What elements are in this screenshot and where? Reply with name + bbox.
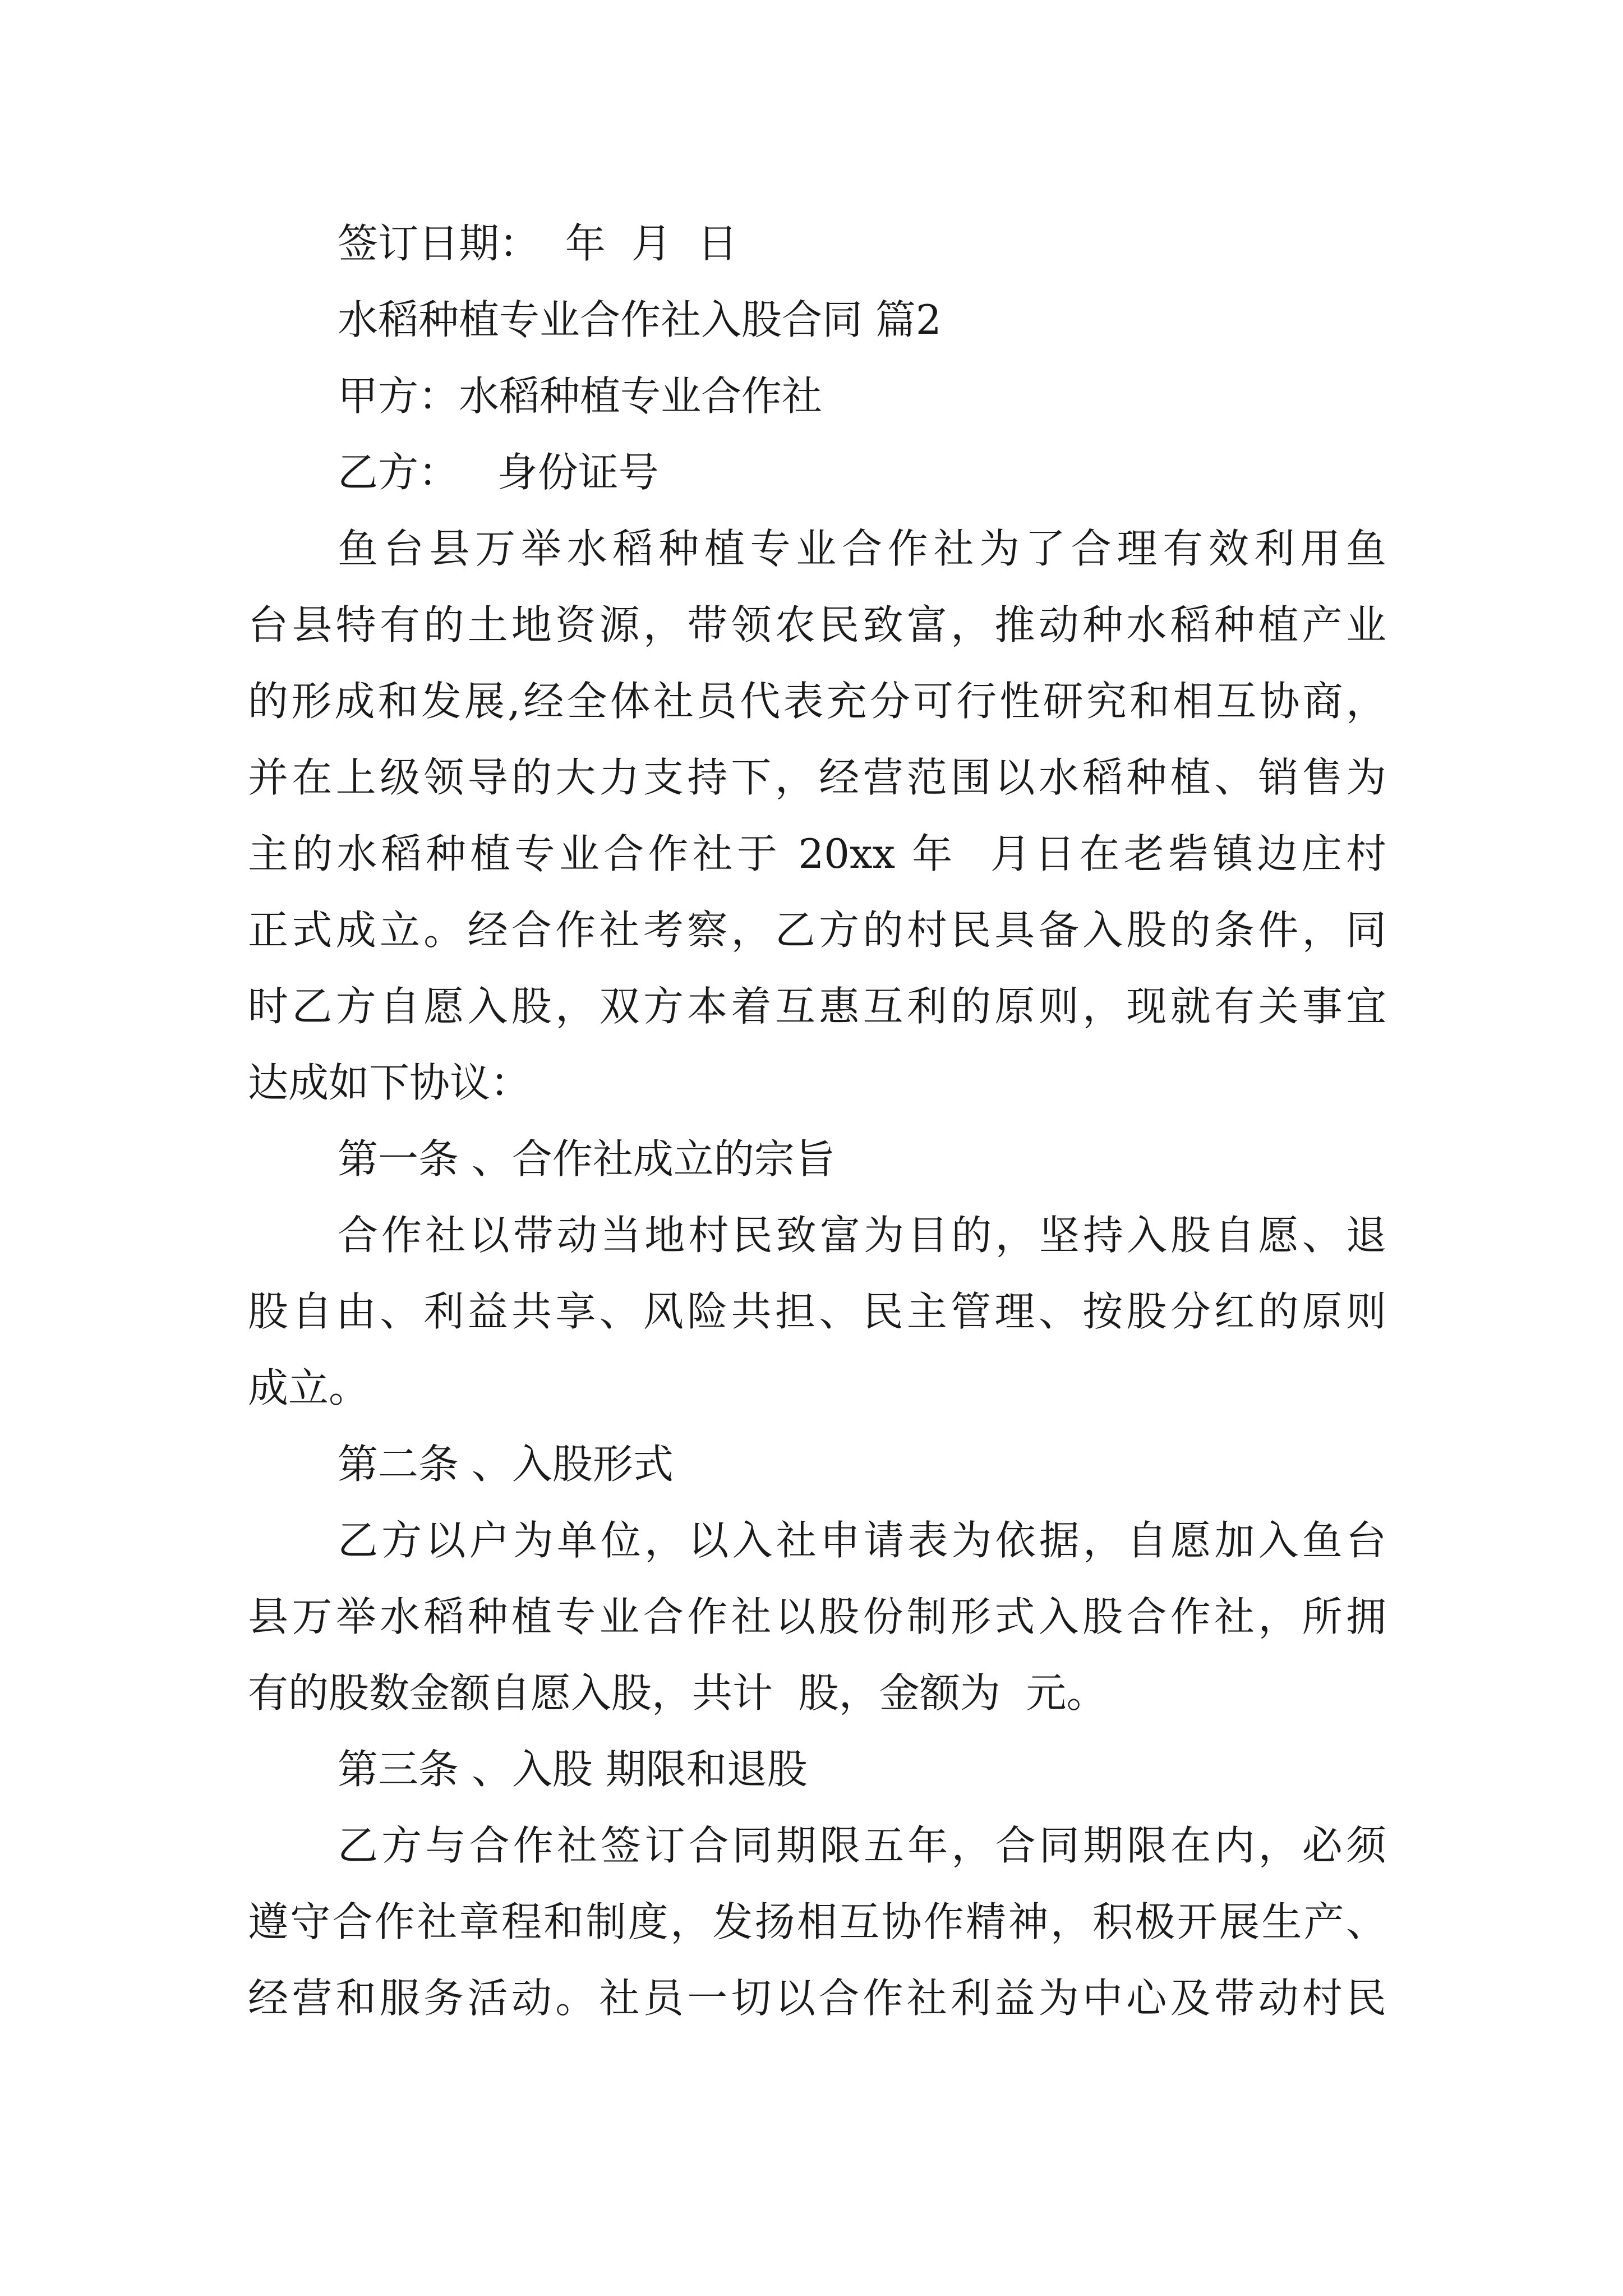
intro-paragraph-line-4: 并在上级领导的大力支持下，经营范围以水稻种植、销售为: [248, 754, 1386, 801]
article-2-line-3: 有的股数金额自愿入股，共计 股，金额为 元。: [248, 1669, 1107, 1717]
article-3-line-2: 遵守合作社章程和制度，发扬相互协作精神，积极开展生产、: [248, 1898, 1386, 1945]
intro-paragraph-line-5: 主的水稻种植专业合作社于 20xx 年 月日在老砦镇边庄村: [248, 830, 1386, 877]
article-3-line-3: 经营和服务活动。社员一切以合作社利益为中心及带动村民: [248, 1975, 1386, 2022]
article-1-line-3: 成立。: [248, 1364, 370, 1411]
article-1-line-2: 股自由、利益共享、风险共担、民主管理、按股分红的原则: [248, 1288, 1386, 1335]
party-a-line: 甲方：水稻种植专业合作社: [338, 372, 823, 420]
intro-paragraph-line-7: 时乙方自愿入股，双方本着互惠互利的原则，现就有关事宜: [248, 983, 1386, 1030]
article-3-heading: 第三条 、入股 期限和退股: [338, 1746, 808, 1793]
article-1-line-1: 合作社以带动当地村民致富为目的，坚持入股自愿、退: [338, 1212, 1386, 1259]
intro-paragraph-line-3: 的形成和发展,经全体社员代表充分可行性研究和相互协商，: [248, 678, 1386, 725]
article-2-line-2: 县万举水稻种植专业合作社以股份制形式入股合作社，所拥: [248, 1593, 1386, 1640]
article-2-line-1: 乙方以户为单位，以入社申请表为依据，自愿加入鱼台: [338, 1517, 1386, 1564]
intro-paragraph-line-2: 台县特有的土地资源，带领农民致富，推动种水稻种植产业: [248, 601, 1386, 648]
intro-paragraph-line-8: 达成如下协议：: [248, 1059, 531, 1106]
intro-paragraph-line-1: 鱼台县万举水稻种植专业合作社为了合理有效利用鱼: [338, 525, 1386, 572]
article-3-line-1: 乙方与合作社签订合同期限五年，合同期限在内，必须: [338, 1822, 1386, 1869]
intro-paragraph-line-6: 正式成立。经合作社考察，乙方的村民具备入股的条件，同: [248, 907, 1386, 954]
article-2-heading: 第二条 、入股形式: [338, 1441, 674, 1488]
article-1-heading: 第一条 、合作社成立的宗旨: [338, 1135, 835, 1182]
party-b-line: 乙方： 身份证号: [338, 449, 659, 496]
contract-title: 水稻种植专业合作社入股合同 篇2: [338, 296, 942, 343]
signing-date-line: 签订日期： 年 月 日: [338, 220, 738, 267]
